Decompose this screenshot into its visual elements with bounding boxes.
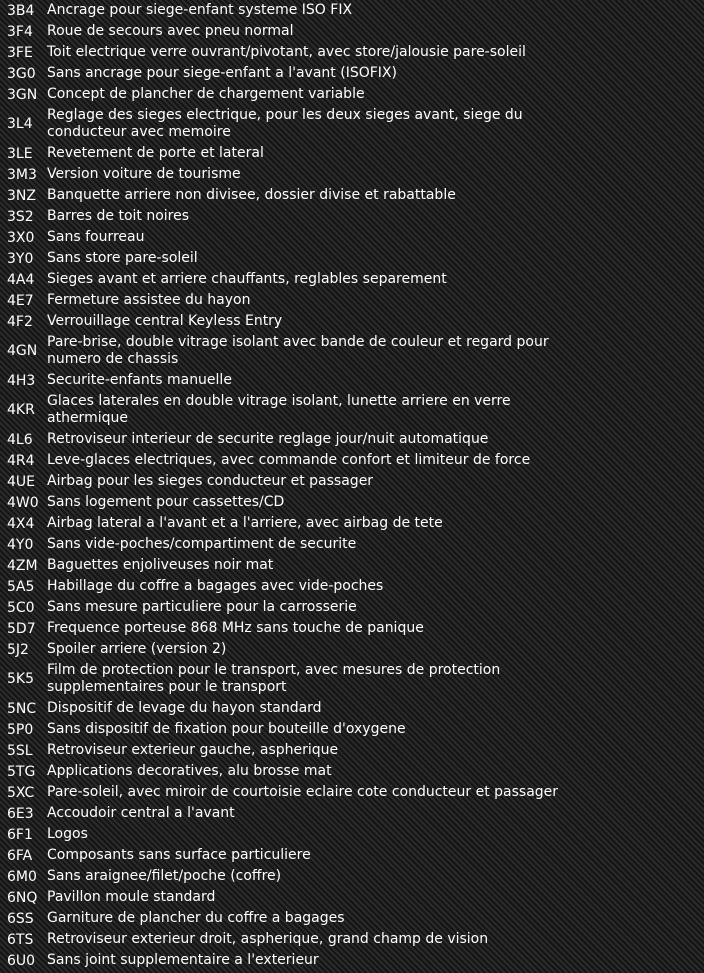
option-row — [0, 42, 560, 63]
option-row — [0, 332, 560, 370]
option-description: Reglage des sieges electrique, pour les deux sieges avant, siege du conducteur avec memoire — [47, 107, 523, 140]
option-code: 4UE — [7, 473, 35, 490]
option-description: Baguettes enjoliveuses noir mat — [47, 557, 274, 573]
option-row — [0, 555, 560, 576]
option-code: 5D7 — [7, 620, 36, 637]
option-row — [0, 824, 560, 845]
option-row — [0, 887, 560, 908]
option-description: Glaces laterales en double vitrage isolant, lunette arriere en verre athermique — [47, 393, 511, 426]
option-description: Sans araignee/filet/poche (coffre) — [47, 868, 282, 884]
option-code: 6E3 — [7, 805, 34, 822]
option-description: Retroviseur exterieur droit, aspherique, grand champ de vision — [47, 931, 489, 947]
option-row — [0, 248, 560, 269]
option-code: 4L6 — [7, 431, 33, 448]
option-code: 4GN — [7, 343, 38, 359]
option-row — [0, 105, 560, 143]
option-row — [0, 290, 560, 311]
option-description: Pare-soleil, avec miroir de courtoisie eclaire cote conducteur et passager — [47, 784, 559, 800]
option-row — [0, 740, 560, 761]
option-code: 5XC — [7, 784, 35, 801]
option-row — [0, 639, 560, 660]
option-description: Habillage du coffre a bagages avec vide-poches — [47, 578, 384, 594]
option-code: 5NC — [7, 700, 37, 717]
option-description: Dispositif de levage du hayon standard — [47, 700, 322, 716]
option-description: Garniture de plancher du coffre a bagages — [47, 910, 345, 926]
option-description: Banquette arriere non divisee, dossier divise et rabattable — [47, 187, 456, 203]
option-code: 4H3 — [7, 372, 36, 389]
option-code: 6U0 — [7, 952, 36, 969]
option-description: Logos — [47, 826, 88, 842]
option-code: 5K5 — [7, 671, 34, 687]
option-row — [0, 698, 560, 719]
option-description: Sans ancrage pour siege-enfant a l'avant (ISOFIX) — [47, 65, 397, 81]
option-description: Sieges avant et arriere chauffants, reglables separement — [47, 271, 447, 287]
option-row — [0, 866, 560, 887]
option-code: 5J2 — [7, 641, 29, 658]
option-description: Airbag lateral a l'avant et a l'arriere, avec airbag de tete — [47, 515, 443, 531]
option-row — [0, 782, 560, 803]
option-row — [0, 185, 560, 206]
option-row — [0, 513, 560, 534]
option-code: 4X4 — [7, 515, 35, 532]
option-code: 4E7 — [7, 292, 34, 309]
option-description: Concept de plancher de chargement variable — [47, 86, 365, 102]
option-code: 5TG — [7, 763, 36, 780]
option-row — [0, 269, 560, 290]
option-row — [0, 0, 560, 21]
option-description: Sans joint supplementaire a l'exterieur — [47, 952, 319, 968]
option-description: Film de protection pour le transport, avec mesures de protection supplementaires pour le transport — [47, 662, 501, 695]
option-row — [0, 206, 560, 227]
option-description: Verrouillage central Keyless Entry — [47, 313, 283, 329]
option-code: 3M3 — [7, 166, 37, 183]
option-code: 3LE — [7, 145, 33, 162]
option-row — [0, 450, 560, 471]
option-description: Revetement de porte et lateral — [47, 145, 264, 161]
option-code: 4KR — [7, 402, 35, 418]
option-code: 4R4 — [7, 452, 35, 469]
option-row — [0, 803, 560, 824]
option-code: 3Y0 — [7, 250, 34, 267]
option-code: 6M0 — [7, 868, 37, 885]
option-row — [0, 227, 560, 248]
option-code: 3X0 — [7, 229, 35, 246]
option-description: Roue de secours avec pneu normal — [47, 23, 294, 39]
option-code: 5SL — [7, 742, 33, 759]
option-row — [0, 143, 560, 164]
option-row — [0, 21, 560, 42]
option-description: Leve-glaces electriques, avec commande confort et limiteur de force — [47, 452, 531, 468]
option-row — [0, 164, 560, 185]
option-row — [0, 576, 560, 597]
option-row — [0, 597, 560, 618]
option-description: Sans store pare-soleil — [47, 250, 198, 266]
option-code: 4A4 — [7, 271, 35, 288]
option-description: Fermeture assistee du hayon — [47, 292, 251, 308]
option-description: Sans vide-poches/compartiment de securite — [47, 536, 357, 552]
option-row — [0, 618, 560, 639]
option-row — [0, 534, 560, 555]
option-row — [0, 950, 560, 971]
option-code: 3L4 — [7, 116, 33, 132]
option-code: 6TS — [7, 931, 34, 948]
option-code: 6F1 — [7, 826, 33, 843]
option-code: 3G0 — [7, 65, 36, 82]
option-code: 3GN — [7, 86, 38, 103]
option-row — [0, 845, 560, 866]
option-row — [0, 908, 560, 929]
option-row — [0, 492, 560, 513]
option-code: 3NZ — [7, 187, 36, 204]
option-description: Frequence porteuse 868 MHz sans touche de panique — [47, 620, 424, 636]
option-description: Version voiture de tourisme — [47, 166, 241, 182]
option-description: Applications decoratives, alu brosse mat — [47, 763, 332, 779]
option-row — [0, 311, 560, 332]
option-row — [0, 929, 560, 950]
option-description: Airbag pour les sieges conducteur et passager — [47, 473, 374, 489]
option-code: 3FE — [7, 44, 33, 61]
option-row — [0, 719, 560, 740]
option-description: Retroviseur exterieur gauche, aspherique — [47, 742, 339, 758]
option-description: Composants sans surface particuliere — [47, 847, 311, 863]
option-description: Accoudoir central a l'avant — [47, 805, 235, 821]
option-code: 5A5 — [7, 578, 35, 595]
option-row — [0, 761, 560, 782]
option-code: 6SS — [7, 910, 34, 927]
option-row — [0, 471, 560, 492]
option-description: Spoiler arriere (version 2) — [47, 641, 227, 657]
option-code: 5C0 — [7, 599, 35, 616]
option-description: Securite-enfants manuelle — [47, 372, 232, 388]
option-description: Sans mesure particuliere pour la carrosserie — [47, 599, 357, 615]
option-row — [0, 370, 560, 391]
option-code: 3S2 — [7, 208, 34, 225]
option-row — [0, 63, 560, 84]
option-code: 5P0 — [7, 721, 34, 738]
option-description: Ancrage pour siege-enfant systeme ISO FIX — [47, 2, 353, 18]
option-code: 3F4 — [7, 23, 33, 40]
option-row — [0, 84, 560, 105]
option-description: Pavillon moule standard — [47, 889, 216, 905]
option-description: Sans logement pour cassettes/CD — [47, 494, 285, 510]
option-description: Sans dispositif de fixation pour bouteille d'oxygene — [47, 721, 406, 737]
option-row — [0, 391, 560, 429]
option-description: Retroviseur interieur de securite reglage jour/nuit automatique — [47, 431, 489, 447]
option-row — [0, 660, 560, 698]
option-code: 6NQ — [7, 889, 38, 906]
option-code: 3B4 — [7, 2, 35, 19]
option-code: 4F2 — [7, 313, 33, 330]
option-description: Toit electrique verre ouvrant/pivotant, avec store/jalousie pare-soleil — [47, 44, 526, 60]
option-description: Sans fourreau — [47, 229, 145, 245]
option-description: Pare-brise, double vitrage isolant avec bande de couleur et regard pour numero de chassis — [47, 334, 549, 367]
option-code: 4W0 — [7, 494, 39, 511]
option-description: Barres de toit noires — [47, 208, 190, 224]
option-code: 6FA — [7, 847, 33, 864]
option-code: 4Y0 — [7, 536, 34, 553]
option-row — [0, 429, 560, 450]
option-code: 4ZM — [7, 557, 38, 574]
